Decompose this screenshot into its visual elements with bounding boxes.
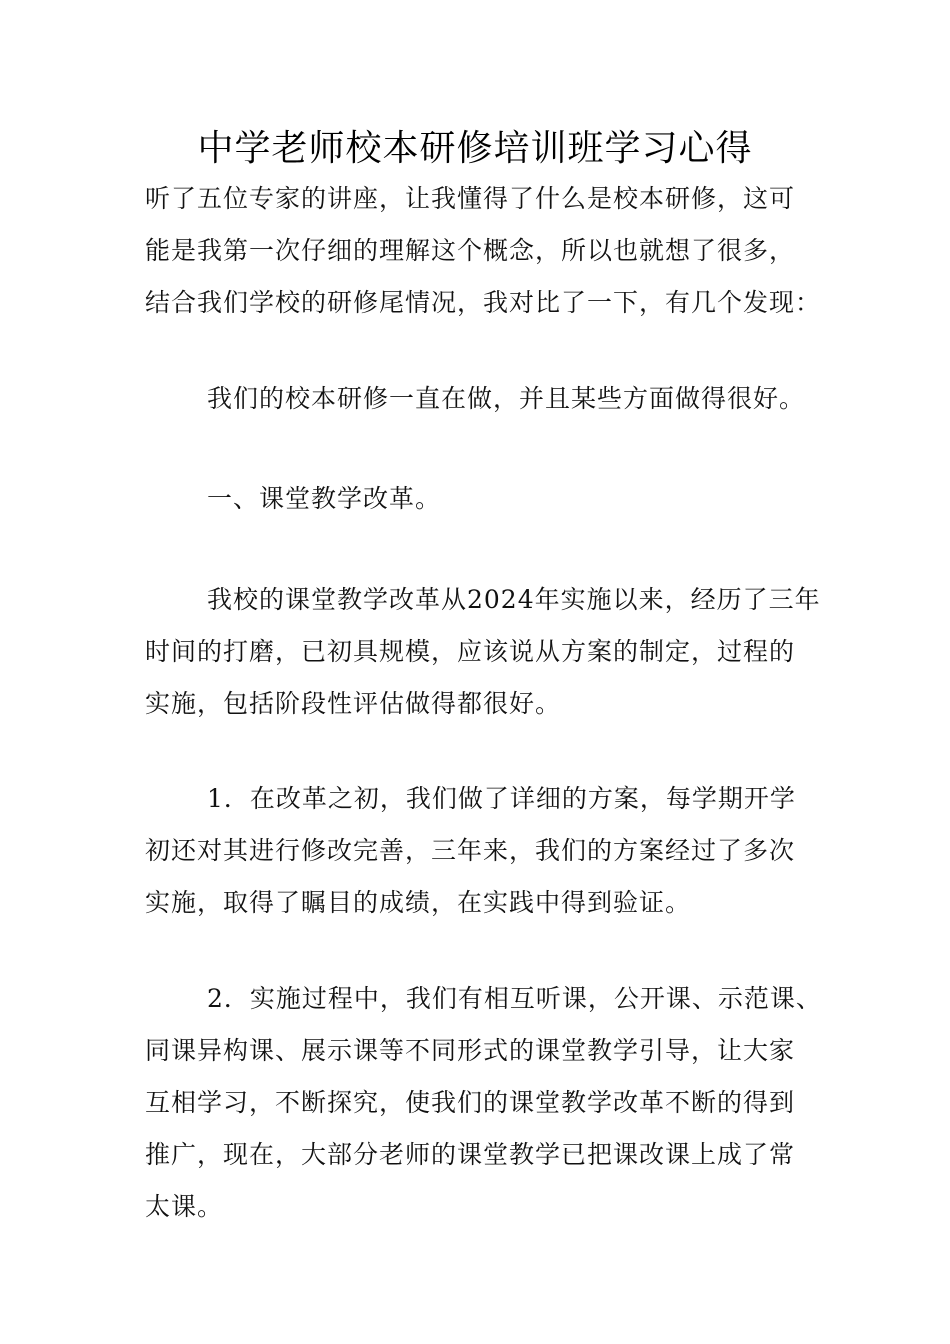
paragraph-line: 一、课堂教学改革。 bbox=[207, 484, 442, 513]
paragraph-line: 时间的打磨，已初具规模，应该说从方案的制定，过程的 bbox=[145, 637, 796, 666]
document-title: 中学老师校本研修培训班学习心得 bbox=[197, 128, 753, 169]
paragraph-line: 实施，包括阶段性评估做得都很好。 bbox=[145, 689, 562, 718]
paragraph-line: 实施，取得了瞩目的成绩，在实践中得到验证。 bbox=[145, 888, 692, 917]
paragraph-line: 1．在改革之初，我们做了详细的方案，每学期开学 bbox=[207, 784, 796, 813]
paragraph-line: 推广，现在，大部分老师的课堂教学已把课改课上成了常 bbox=[145, 1140, 796, 1169]
paragraph-line: 太课。 bbox=[145, 1192, 224, 1221]
paragraph-point-1 bbox=[145, 773, 835, 929]
paragraph-line: 2．实施过程中，我们有相互听课，公开课、示范课、 bbox=[207, 984, 822, 1013]
paragraph-line: 听了五位专家的讲座，让我懂得了什么是校本研修，这可 bbox=[145, 184, 796, 213]
paragraph-intro bbox=[145, 173, 835, 329]
paragraph-reform bbox=[145, 574, 835, 730]
paragraph-line: 结合我们学校的研修尾情况，我对比了一下，有几个发现： bbox=[145, 288, 822, 317]
paragraph-line: 我校的课堂教学改革从2024年实施以来，经历了三年 bbox=[207, 585, 821, 614]
paragraph-line: 我们的校本研修一直在做，并且某些方面做得很好。 bbox=[207, 384, 806, 413]
section-heading bbox=[145, 473, 835, 525]
paragraph-point-2 bbox=[145, 973, 835, 1233]
paragraph-statement bbox=[145, 373, 835, 425]
paragraph-line: 同课异构课、展示课等不同形式的课堂教学引导，让大家 bbox=[145, 1036, 796, 1065]
paragraph-line: 能是我第一次仔细的理解这个概念，所以也就想了很多， bbox=[145, 236, 796, 265]
paragraph-line: 初还对其进行修改完善，三年来，我们的方案经过了多次 bbox=[145, 836, 796, 865]
paragraph-line: 互相学习，不断探究，使我们的课堂教学改革不断的得到 bbox=[145, 1088, 796, 1117]
